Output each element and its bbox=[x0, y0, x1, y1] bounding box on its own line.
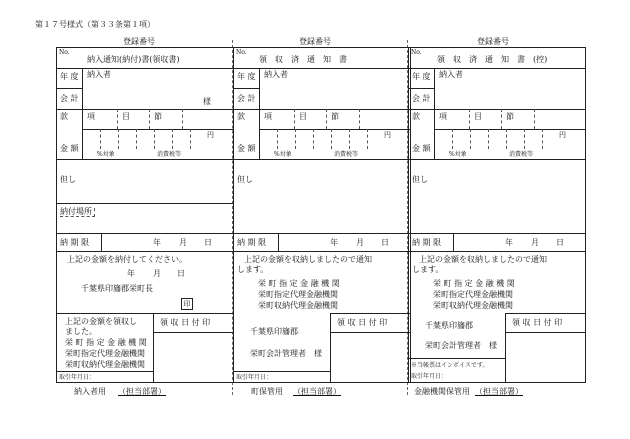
footer-dept-2: （担当部署） bbox=[293, 387, 341, 396]
invoice-note: ※当帳票はインボイスです。 bbox=[411, 362, 489, 369]
notice-year: 年 bbox=[127, 269, 135, 278]
tax-target-label: %対象 bbox=[97, 151, 115, 158]
kan-label: 款 bbox=[60, 112, 68, 121]
bank-designated: 栄 町 指 定 金 融 機 関 bbox=[65, 338, 147, 347]
registration-number-2: 登録番号 bbox=[299, 37, 331, 46]
form-payer-copy bbox=[56, 47, 234, 383]
received-text-2: ました。 bbox=[65, 327, 97, 336]
consumption-tax-label: 消費税等 bbox=[157, 151, 182, 158]
yen-label: 円 bbox=[207, 131, 214, 139]
org-name: 千葉県印旛郡 bbox=[250, 327, 298, 336]
form-town-copy: No. 領 収 済 通 知 書 年 度 納入者 会 計 款 項 目 節 円 金 額 %対象 消費税等 但し 納 期 限 年 月 日 上記の金額を収納しましたので通知 します。 栄 町 指 定 金 融 機 関 栄町指定代理金融機関 栄町収納代理金融機関 領 収 日 付 印 千葉県印旛郡 栄町会計管理者 様 取引年月日： bbox=[233, 47, 411, 383]
form-bank-copy: No. 領 収 済 通 知 書 (控) 年 度 納入者 会 計 款 項 目 節 円 金 額 %対象 消費税等 但し 納 期 限 年 月 日 上記の金額を収納しましたので通知 します。 栄 町 指 定 金 融 機 関 栄町指定代理金融機関 栄町収納代理金融機関 領 収 日 付 印 千葉県印旛郡 栄町会計管理者 様 ※当帳票はインボイスです。 取引年月日： bbox=[408, 47, 586, 383]
notify-text-2: します。 bbox=[237, 265, 269, 274]
notice-day: 日 bbox=[177, 269, 185, 278]
form-title: 領 収 済 通 知 書 bbox=[259, 55, 347, 64]
due-month: 月 bbox=[179, 238, 187, 247]
moku-label: 目 bbox=[122, 112, 130, 121]
form-title: 納入通知(納付)書(領収書) bbox=[87, 55, 180, 64]
amount-label: 金 額 bbox=[60, 144, 79, 153]
account-label: 会 計 bbox=[60, 94, 79, 103]
footer-payer-copy: 納入者用 bbox=[74, 387, 106, 396]
form-title: 領 収 済 通 知 書 (控) bbox=[437, 55, 548, 64]
payer-label: 納入者 bbox=[87, 70, 111, 79]
due-day: 日 bbox=[204, 238, 212, 247]
registration-number-1: 登録番号 bbox=[123, 37, 155, 46]
bank-collection-agent: 栄町収納代理金融機関 bbox=[65, 360, 145, 369]
no-label: No. bbox=[59, 49, 70, 56]
notice-month: 月 bbox=[153, 269, 161, 278]
setsu-label: 節 bbox=[154, 112, 162, 121]
instruction-text: 上記の金額を納付してください。 bbox=[67, 255, 187, 264]
manager-name: 栄町会計管理者 様 bbox=[250, 349, 322, 358]
year-label: 年 度 bbox=[60, 72, 79, 81]
proviso-label: 但し bbox=[60, 175, 76, 184]
sama-label: 様 bbox=[203, 97, 211, 106]
bank-agent: 栄町指定代理金融機関 bbox=[65, 349, 145, 358]
receipt-stamp-label: 領 収 日 付 印 bbox=[160, 318, 211, 327]
received-text-1: 上記の金額を領収し bbox=[65, 317, 137, 326]
issuer-name: 千葉県印旛郡栄町長 bbox=[81, 284, 153, 293]
official-seal: 印 bbox=[181, 298, 193, 310]
form-number: 第１７号様式（第３３条第１項） bbox=[35, 20, 155, 29]
notify-text-1: 上記の金額を収納しましたので通知 bbox=[244, 255, 372, 264]
payment-place-label: 納付場所 bbox=[60, 208, 95, 217]
footer-town-copy: 町保管用 bbox=[251, 387, 283, 396]
handling-date-label: 取引年月日： bbox=[59, 374, 96, 381]
footer-bank-copy: 金融機関保管用 bbox=[414, 387, 470, 396]
kou-label: 項 bbox=[87, 112, 95, 121]
registration-number-3: 登録番号 bbox=[477, 37, 509, 46]
footer-dept-3: （担当部署） bbox=[475, 387, 523, 396]
footer-dept-1: （担当部署） bbox=[118, 387, 166, 396]
due-year: 年 bbox=[153, 238, 161, 247]
due-date-label: 納 期 限 bbox=[60, 238, 90, 247]
